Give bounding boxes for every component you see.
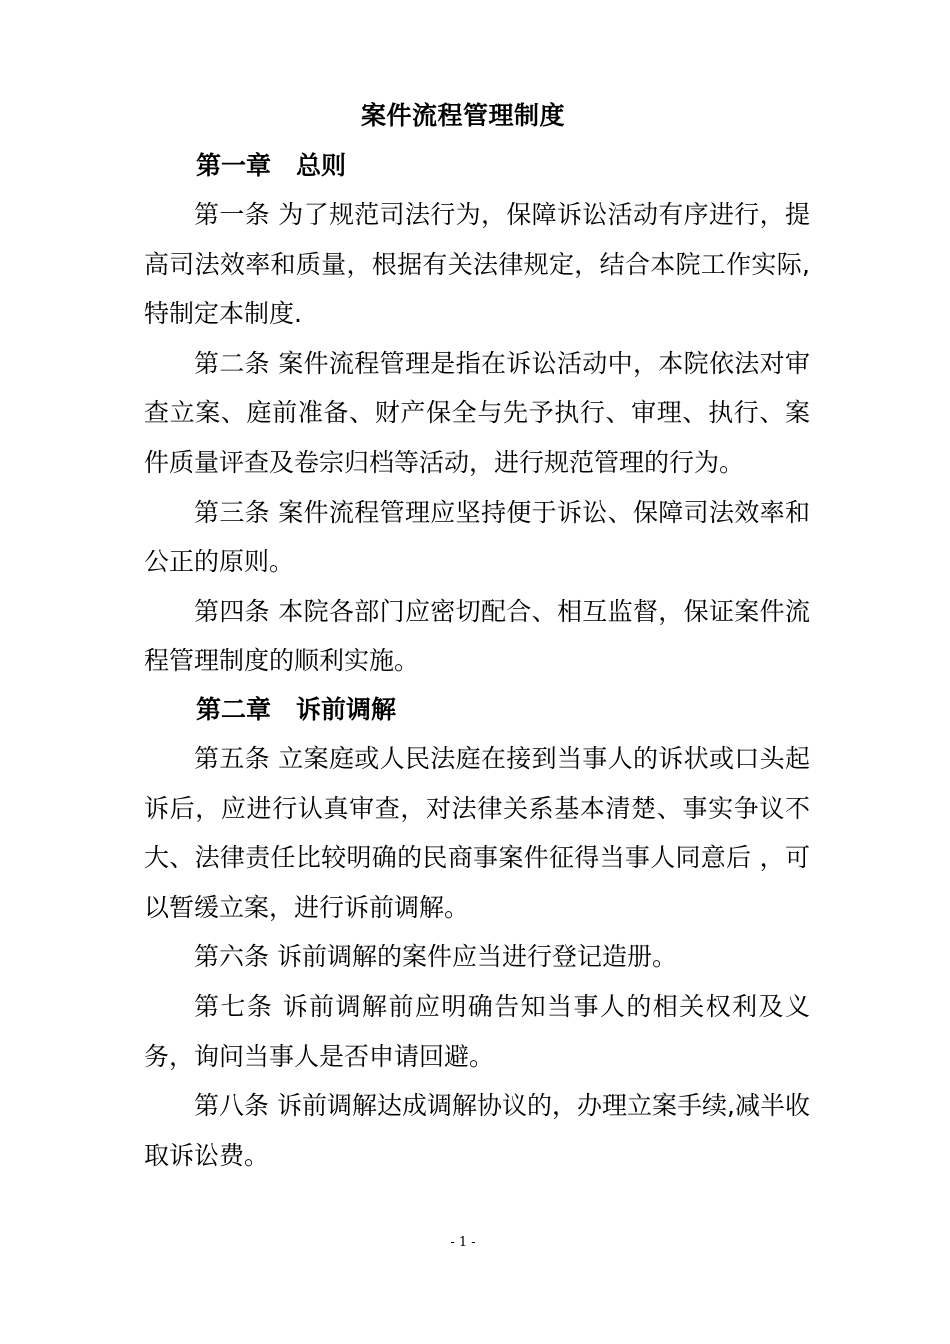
article-text: 案件流程管理应坚持便于诉讼、保障司法效率和公正的原则。: [144, 497, 810, 577]
chapter-heading-2: 第二章 诉前调解: [196, 694, 397, 724]
article-2: [144, 339, 810, 488]
article-text: 诉前调解前应明确告知当事人的相关权利及义务，询问当事人是否申请回避。: [144, 991, 810, 1071]
article-1: [144, 190, 810, 339]
article-label: 第七条: [194, 991, 274, 1021]
page-number: - 1 -: [450, 1235, 476, 1250]
article-3: [144, 488, 810, 587]
article-label: 第五条: [194, 743, 271, 773]
article-7: [144, 982, 810, 1081]
chapter-heading-1: 第一章 总则: [196, 151, 347, 180]
article-label: 第二条: [194, 348, 271, 378]
document-title: 案件流程管理制度: [360, 101, 565, 130]
article-6: [144, 932, 810, 982]
article-label: 第六条: [194, 942, 270, 972]
article-label: 第四条: [194, 596, 271, 626]
article-text: 为了规范司法行为，保障诉讼活动有序进行，提高司法效率和质量，根据有关法律规定，结合本院工作实际,特制定本制度.: [144, 200, 810, 329]
article-text: 本院各部门应密切配合、相互监督，保证案件流程管理制度的顺利实施。: [144, 596, 810, 676]
article-text: 立案庭或人民法庭在接到当事人的诉状或口头起诉后，应进行认真审查，对法律关系基本清楚、事实争议不大、法律责任比较明确的民商事案件征得当事人同意后 ，可以暂缓立案，进行诉前调解。: [144, 743, 810, 922]
article-4: [144, 587, 810, 686]
article-text: 案件流程管理是指在诉讼活动中，本院依法对审查立案、庭前准备、财产保全与先予执行、审理、执行、案件质量评查及卷宗归档等活动，进行规范管理的行为。: [144, 348, 810, 477]
article-label: 第一条: [194, 200, 271, 229]
article-label: 第八条: [194, 1091, 270, 1121]
article-8: [144, 1081, 810, 1180]
document-body: [144, 142, 810, 1180]
article-label: 第三条: [194, 497, 271, 527]
article-text: 诉前调解的案件应当进行登记造册。: [276, 942, 677, 972]
article-5: [144, 734, 810, 932]
article-text: 诉前调解达成调解协议的，办理立案手续,减半收取诉讼费。: [144, 1091, 810, 1170]
